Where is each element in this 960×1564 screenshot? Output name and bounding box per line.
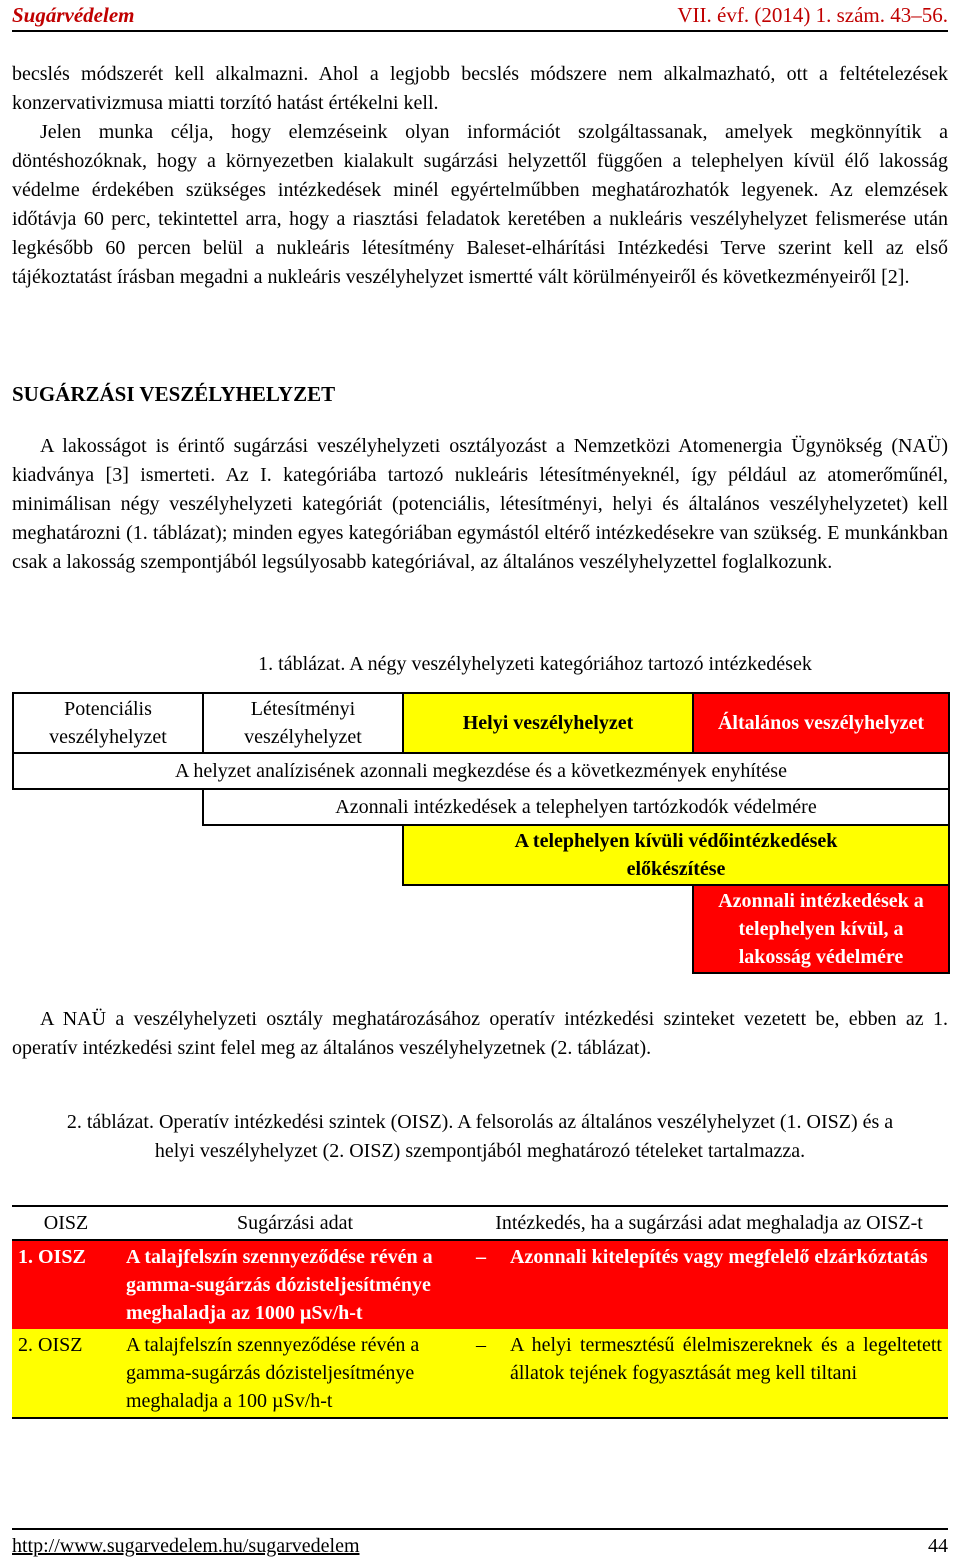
table2-header-data: Sugárzási adat (120, 1206, 470, 1240)
row-onsite-cell (202, 788, 950, 826)
cat-potential-label: Potenciális veszélyhelyzet (49, 698, 167, 748)
paragraph-2: A lakosságot is érintő sugárzási veszélyhelyzeti osztályozást a Nemzetközi Atomenergia Ügynökség (NAÜ) kiadványa [3] ismerteti. Az I. kategóriába tartozó nukleáris létesítményeknél, így például az atomerőműnél, minimálisan négy veszélyhelyzeti kategóriát (potenciális, létesítményi, helyi és általános veszélyhelyzetet) kell meghatározni (1. táblázat); minden egyes kategóriában egymástól eltérő intézkedésekre van szükség. E munkánkban csak a lakosság szempontjából legsúlyosabb kategóriával, az általános veszélyhelyzettel foglalkozunk. (12, 435, 948, 573)
paragraph-3: A NAÜ a veszélyhelyzeti osztály meghatározásához operatív intézkedési szinteket vezetett be, ebben az 1. operatív intézkedési szint felel meg az általános veszélyhelyzetnek (2. táblázat). (12, 1008, 948, 1059)
paragraph-1: Jelen munka célja, hogy elemzéseink olyan információt szolgáltassanak, amelyek megkönnyítik a döntéshozóknak, hogy a környezetben kialakult sugárzási helyzettől függően a telephelyen kívül élő lakosság védelme érdekében szükséges intézkedések minél egyértelműbben meghatározhatók legyenek. Az elemzések időtávja 60 perc, tekintettel arra, hogy a riasztási feladatok keretében a nukleáris veszélyhelyzet felismerése után legkésőbb 60 percen belül a nukleáris létesítmény Baleset-elhárítási Intézkedési Terve szerint kell az első tájékoztatást írásban megadni a nukleáris veszélyhelyzet ismertté vált körülményeiről és következményeiről [2]. (12, 121, 948, 288)
section (12, 380, 948, 409)
row-onsite-label: Azonnali intézkedések a telephelyen tartózkodók védelmére (335, 796, 817, 818)
cat-general-cell (692, 692, 950, 754)
row-offsite-action-label: Azonnali intézkedések a telephelyen kívül, a lakosság védelmére (718, 890, 924, 968)
cat-facility-label: Létesítményi veszélyhelyzet (244, 698, 362, 748)
table2-caption: 2. táblázat. Operatív intézkedési szintek (OISZ). A felsorolás az általános veszélyhelyzet (1. OISZ) és a helyi veszélyhelyzet (2. OISZ) szempontjából meghatározó tételeket tartalmazza. (66, 1111, 894, 1162)
footer-link[interactable]: http://www.sugarvedelem.hu/sugarvedelem (12, 1535, 360, 1557)
action-text: Azonnali kitelepítés vagy megfelelő elzárkóztatás (510, 1246, 928, 1268)
action-text: A helyi termesztésű élelmiszereknek és a legeltetett állatok tejének fogyasztását meg kell tiltani (510, 1334, 942, 1384)
page-header (12, 0, 948, 32)
action-cell (470, 1240, 948, 1329)
row-analysis-label: A helyzet analízisének azonnali megkezdése és a következmények enyhítése (175, 760, 787, 782)
table-row (12, 1329, 948, 1418)
cat-facility-cell (202, 692, 404, 754)
cat-local-label: Helyi veszélyhelyzet (462, 712, 634, 734)
row-offsite-prep-cell (402, 824, 950, 886)
page-footer (12, 1528, 948, 1564)
journal-title: Sugárvédelem (12, 3, 135, 27)
section-title: SUGÁRZÁSI VESZÉLYHELYZET (12, 382, 336, 406)
paragraph-3-wrap (12, 1005, 948, 1063)
dash: – (476, 1334, 486, 1356)
action-cell (470, 1329, 948, 1418)
oisz-level: 2. OISZ (12, 1329, 120, 1418)
body-text (12, 60, 948, 292)
table2 (12, 1205, 948, 1419)
table2-header-action: Intézkedés, ha a sugárzási adat meghaladja az OISZ-t (470, 1206, 948, 1240)
row-offsite-prep-label: A telephelyen kívüli védőintézkedések előkészítése (514, 830, 838, 880)
table2-header-oisz: OISZ (12, 1206, 120, 1240)
table-row (12, 1240, 948, 1329)
row-analysis-cell (12, 752, 950, 790)
cat-potential-cell (12, 692, 204, 754)
dash: – (476, 1246, 486, 1268)
table2-header-row (12, 1206, 948, 1240)
section-body (12, 432, 948, 577)
paragraph-0: becslés módszerét kell alkalmazni. Ahol a legjobb becslés módszere nem alkalmazható, ott a feltételezések konzervativizmusa miatti torzító hatást értékelni kell. (12, 63, 948, 114)
table2-caption-wrap (12, 1108, 948, 1166)
oisz-level: 1. OISZ (12, 1240, 120, 1329)
table1-caption: 1. táblázat. A négy veszélyhelyzeti kategóriához tartozó intézkedések (258, 653, 812, 675)
cat-local-cell (402, 692, 694, 754)
row-offsite-action-cell (692, 884, 950, 974)
radiation-data: A talajfelszín szennyeződése révén a gamma-sugárzás dózisteljesítménye meghaladja az 1000 µSv/h-t (120, 1240, 470, 1329)
issue-info: VII. évf. (2014) 1. szám. 43–56. (677, 3, 948, 27)
radiation-data: A talajfelszín szennyeződése révén a gamma-sugárzás dózisteljesítménye meghaladja a 100 µSv/h-t (120, 1329, 470, 1418)
table1-caption-wrap (12, 650, 948, 679)
page-number: 44 (928, 1535, 948, 1557)
cat-general-label: Általános veszélyhelyzet (717, 712, 925, 734)
